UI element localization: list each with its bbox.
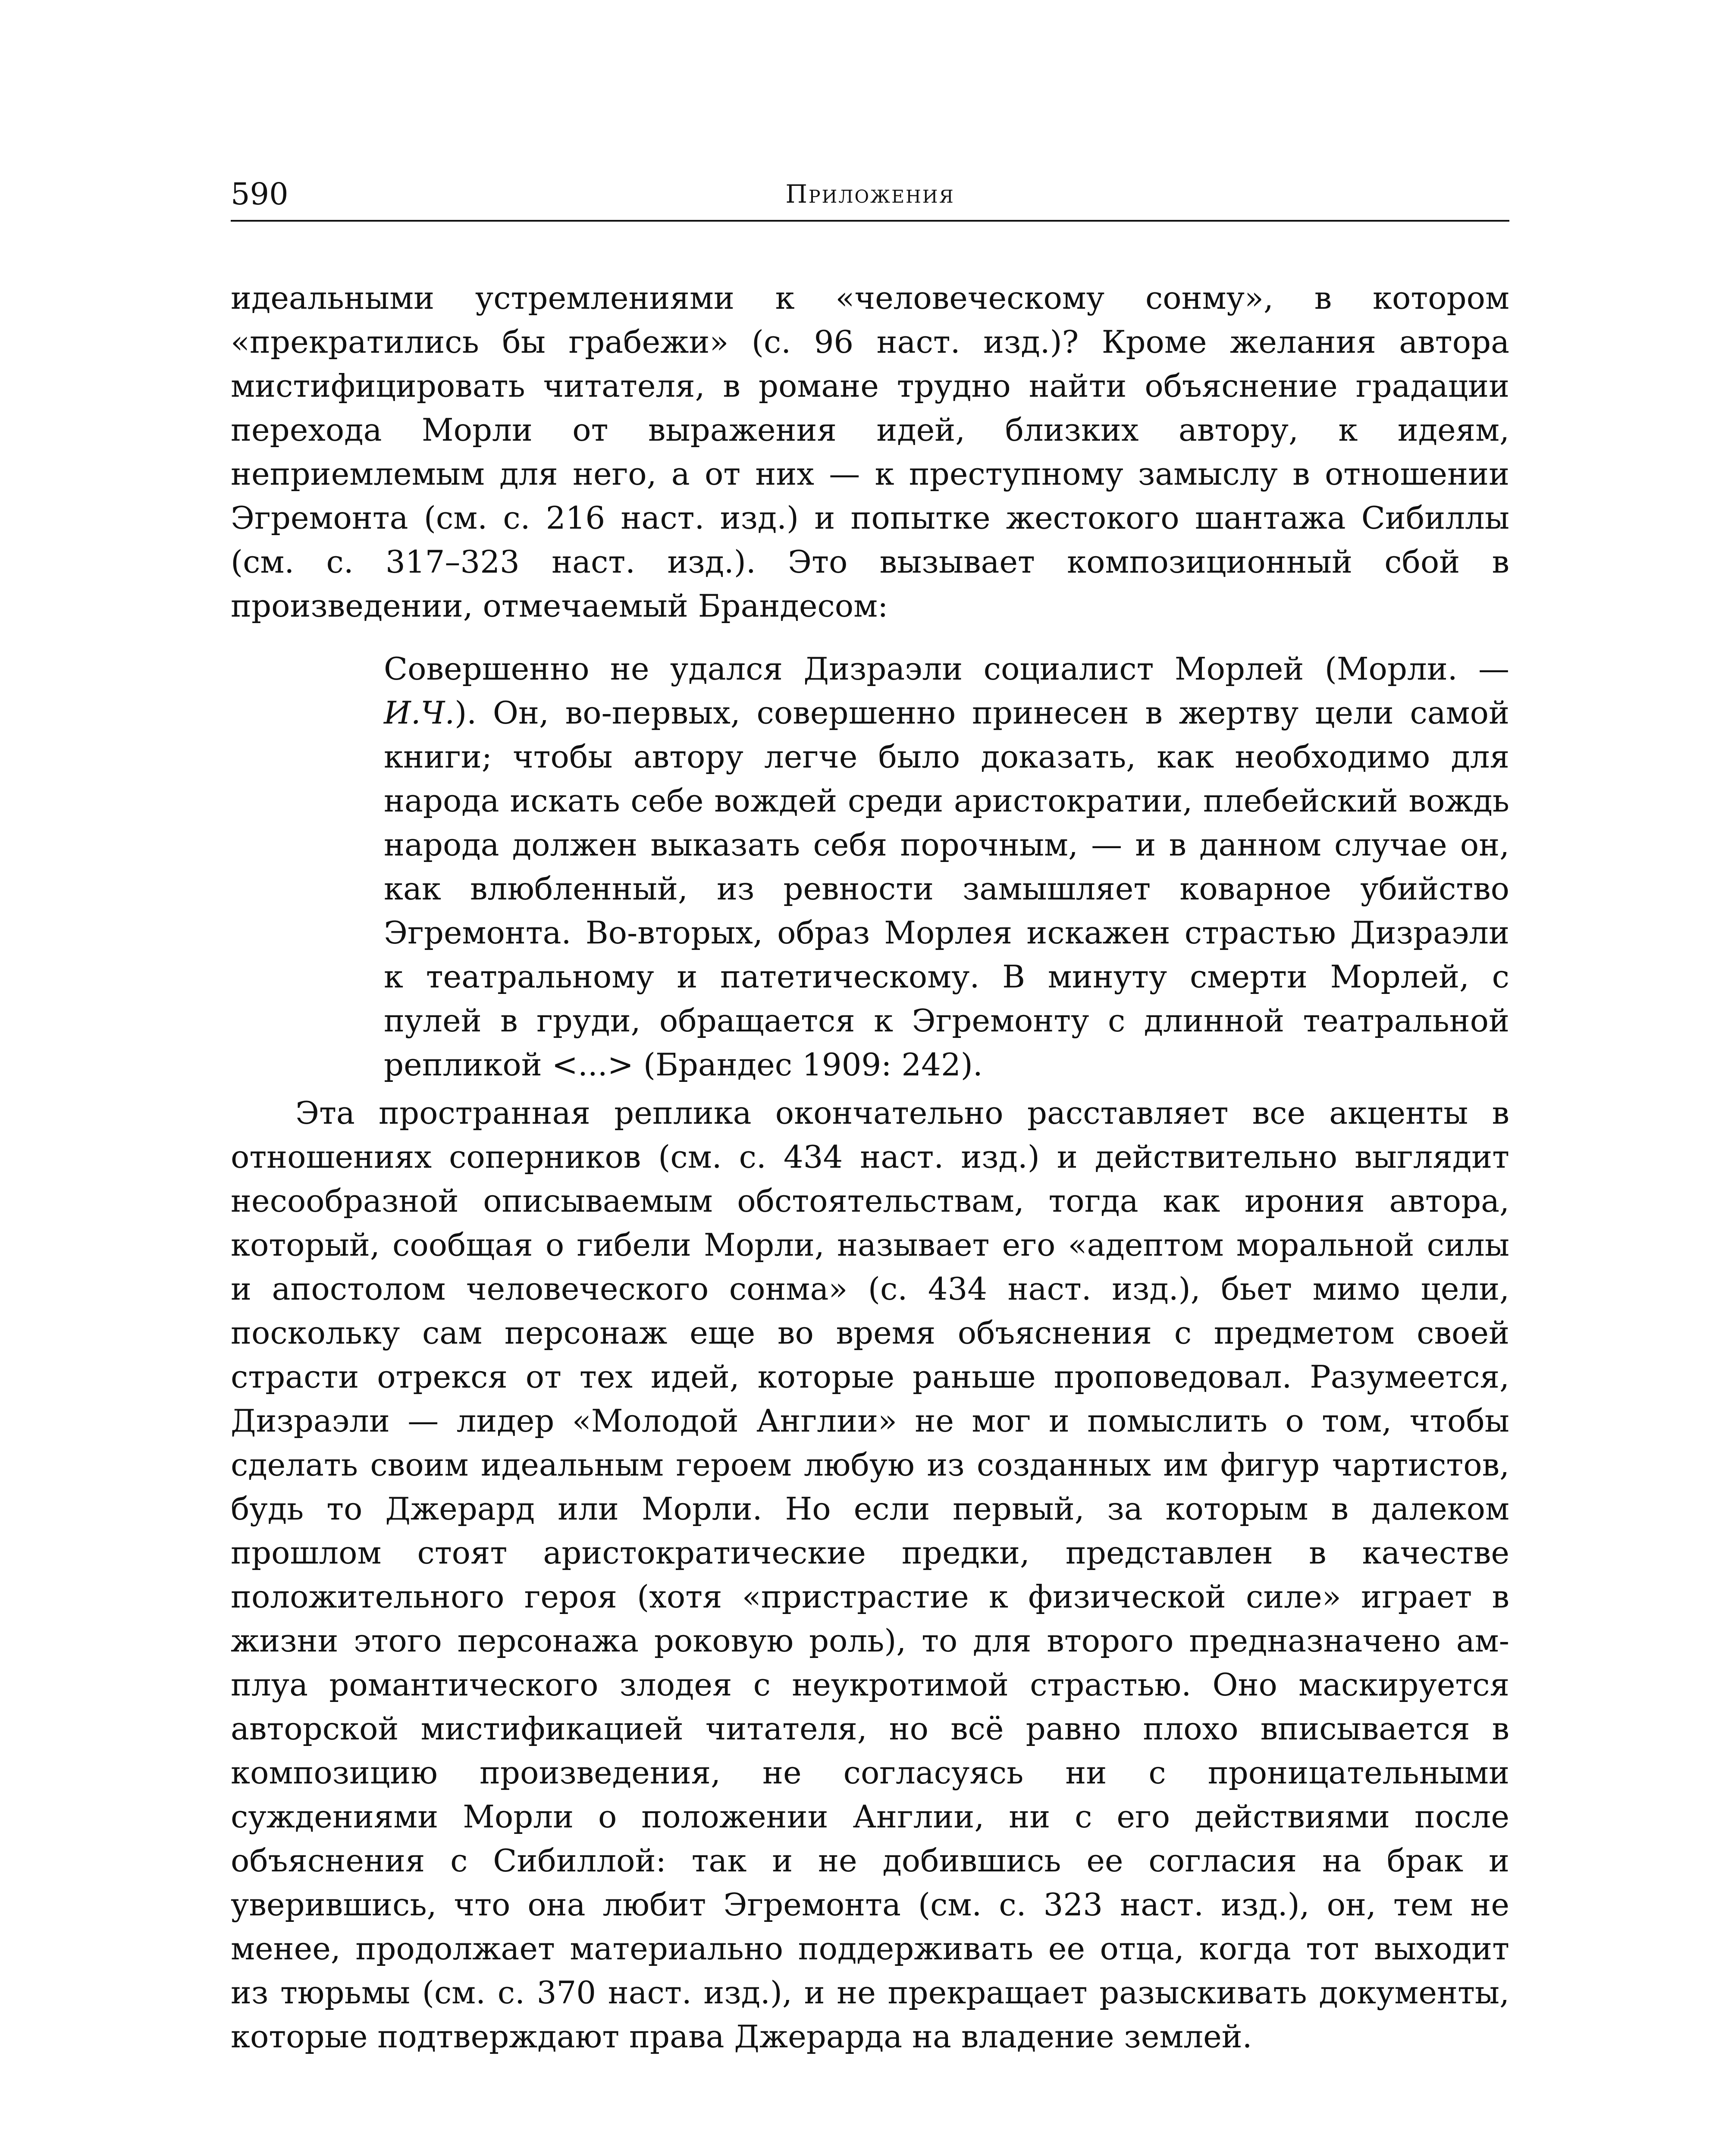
quote-text-start: Совершенно не удался Дизраэли социалист Морлей (Морли. —: [384, 651, 1509, 687]
page-number: 590: [231, 176, 289, 212]
running-head: Приложения: [785, 179, 955, 209]
page-header: [231, 172, 1509, 222]
body-paragraph: идеальными устремлениями к «человеческому сонму», в котором «прекратились бы грабежи» (с. 96 наст. изд.)? Кроме желания автора мистифицировать читателя, в романе трудно найти объяснение градации перехода Морли от выражения идей, близких автору, к идеям, неприемлемым для него, а от них — к преступному замыслу в отношении Эгремонта (см. с. 216 наст. изд.) и попытке жестокого шантажа Сибиллы (см. с. 317–323 наст. изд.). Это вызывает композиционный сбой в произведении, отмечаемый Брандесом:: [231, 280, 1509, 624]
body-paragraph: Эта пространная реплика окончательно расставляет все акценты в отношениях соперников (см. с. 434 наст. изд.) и действительно выглядит несообразной описываемым обстоятельствам, тогда как ирония автора, который, сообщая о гибели Морли, называет его «адептом моральной силы и апостолом человеческого сонма» (с. 434 наст. изд.), бьет мимо цели, поскольку сам персонаж еще во время объяснения с предметом своей страсти отрекся от тех идей, которые раньше проповедовал. Разумеется, Дизраэли — лидер «Молодой Англии» не мог и помыслить о том, чтобы сделать своим идеальным героем любую из созданных им фигур чартистов, будь то Джерард или Морли. Но если первый, за которым в далеком прошлом стоят аристократические предки, представлен в качестве положительного героя (хотя «пристрастие к физической силе» играет в жизни этого персонажа роковую роль), то для второго предназначено амплуа романтического злодея с неукротимой страстью. Оно маскируется авторской мистификацией читателя, но всё равно плохо вписывается в композицию произведения, не согласуясь ни с проницательными суждениями Морли о положении Англии, ни с его действиями после объяснения с Сибиллой: так и не добившись ее согласия на брак и уверившись, что она любит Эгремонта (см. с. 323 наст. изд.), он, тем не менее, продолжает материально поддерживать ее отца, когда тот выходит из тюрьмы (см. с. 370 наст. изд.), и не прекращает разыскивать документы, которые подтверждают права Джерарда на владение землей.: [231, 1095, 1509, 2055]
quote-initials: И.Ч.: [384, 695, 455, 731]
quote-text-end: ). Он, во-первых, совершенно принесен в жертву цели самой книги; чтобы автору легче было доказать, как необходимо для народа искать себе вождей среди аристократии, плебейский вождь народа должен выказать себя порочным, — и в данном случае он, как влюбленный, из ревности замышляет коварное убийство Эгремонта. Во-вторых, образ Морлея искажен страстью Дизраэли к театральному и патетическому. В минуту смерти Морлей, с пулей в груди, обращается к Эгремонту с длинной театральной репликой <...> (Брандес 1909: 242).: [384, 695, 1509, 1083]
block-quote: [384, 647, 1509, 1087]
